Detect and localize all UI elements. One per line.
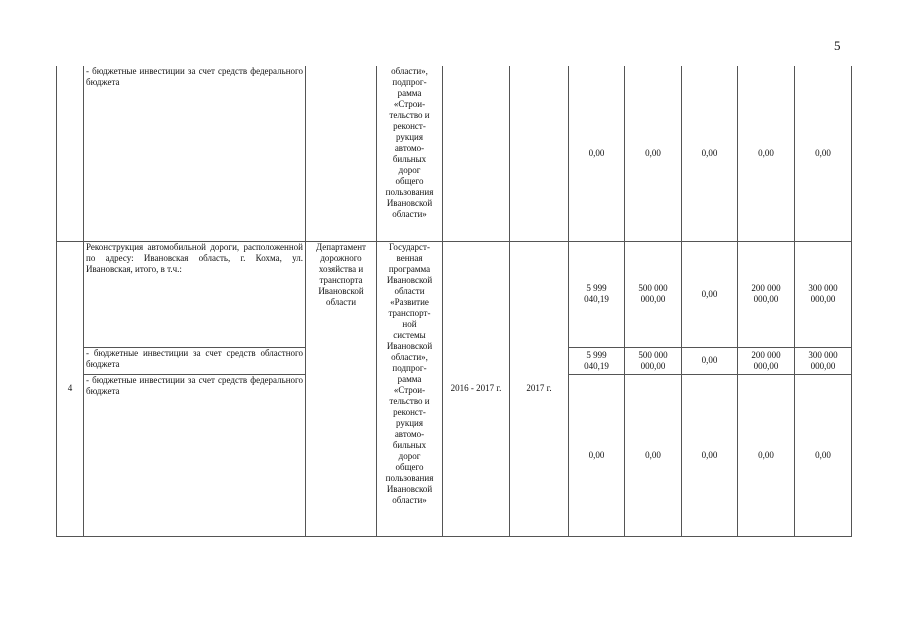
row-number-cell: 4 bbox=[57, 241, 84, 536]
value-cell: 0,00 bbox=[682, 374, 738, 536]
executor-cell: Департамент дорожного хозяйства и транспорта Ивановской области bbox=[306, 241, 377, 536]
value-cell: 500 000 000,00 bbox=[625, 347, 682, 374]
value-cell: 0,00 bbox=[682, 347, 738, 374]
value-cell: 200 000 000,00 bbox=[738, 241, 795, 347]
investment-table bbox=[56, 66, 852, 537]
value-cell: 0,00 bbox=[795, 66, 852, 241]
row-name-cell: Реконструкция автомобильной дороги, расположенной по адресу: Ивановская область, г. Кохма, ул. Ивановская, итого, в т.ч.: bbox=[84, 241, 306, 347]
program-cell: области», подпрог- рамма «Строи- тельство и реконст- рукция автомо- бильных дорог общего пользования Ивановской области» bbox=[377, 66, 443, 241]
program-cell: Государст- венная программа Ивановской области «Развитие транспорт- ной системы Ивановской области», подпрог- рамма «Строи- тельство и реконст- рукция автомо- бильных дорог общего пользования Ивановской области» bbox=[377, 241, 443, 536]
value-cell: 0,00 bbox=[625, 374, 682, 536]
year-cell: 2017 г. bbox=[510, 241, 569, 536]
page-number: 5 bbox=[834, 38, 841, 53]
executor-cell bbox=[306, 66, 377, 241]
year-cell bbox=[510, 66, 569, 241]
value-cell: 500 000 000,00 bbox=[625, 241, 682, 347]
value-cell: 0,00 bbox=[682, 66, 738, 241]
value-cell: 0,00 bbox=[569, 374, 625, 536]
row-number-cell bbox=[57, 66, 84, 241]
row-name-cell: - бюджетные инвестиции за счет средств областного бюджета bbox=[84, 347, 306, 374]
table-row-4-total bbox=[57, 241, 852, 347]
value-cell: 300 000 000,00 bbox=[795, 241, 852, 347]
value-cell: 300 000 000,00 bbox=[795, 347, 852, 374]
row-name-cell: - бюджетные инвестиции за счет средств федерального бюджета bbox=[84, 66, 306, 241]
value-cell: 0,00 bbox=[738, 374, 795, 536]
value-cell: 0,00 bbox=[682, 241, 738, 347]
value-cell: 5 999 040,19 bbox=[569, 241, 625, 347]
value-cell: 0,00 bbox=[569, 66, 625, 241]
value-cell: 0,00 bbox=[738, 66, 795, 241]
value-cell: 0,00 bbox=[795, 374, 852, 536]
value-cell: 200 000 000,00 bbox=[738, 347, 795, 374]
period-cell: 2016 - 2017 г. bbox=[443, 241, 510, 536]
value-cell: 0,00 bbox=[625, 66, 682, 241]
value-cell: 5 999 040,19 bbox=[569, 347, 625, 374]
table-row-prev-federal bbox=[57, 66, 852, 241]
row-name-cell: - бюджетные инвестиции за счет средств федерального бюджета bbox=[84, 374, 306, 536]
period-cell bbox=[443, 66, 510, 241]
